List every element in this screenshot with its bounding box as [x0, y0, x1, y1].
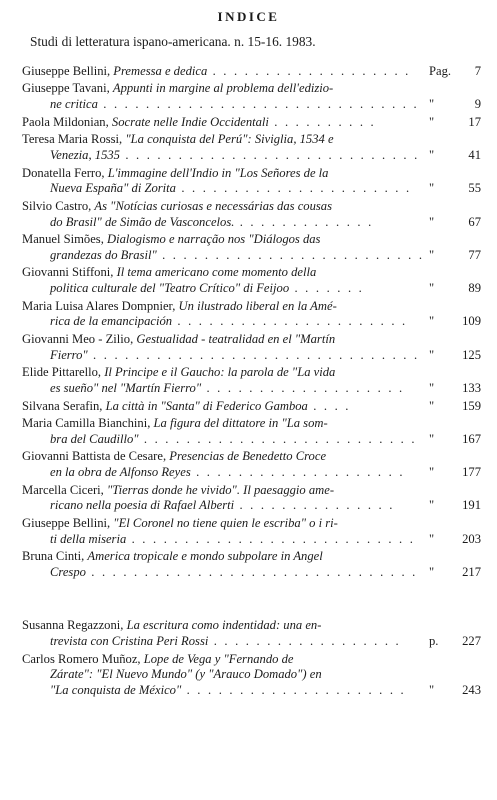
page-mark: ": [429, 498, 435, 513]
entry-page-ref: [429, 248, 481, 264]
page-number: 67: [468, 214, 481, 229]
section-gap: [0, 582, 497, 618]
entry-title: bra del Caudillo": [50, 431, 139, 446]
entry-author: Bruna Cinti,: [22, 549, 88, 564]
page-mark: ": [429, 148, 435, 163]
entry-title: America tropicale e mondo subpolare in Angel: [87, 549, 323, 564]
entry-page-ref: [429, 148, 481, 164]
page-mark: ": [429, 398, 435, 413]
page-mark: ": [429, 381, 435, 396]
dot-leader: . . . . . . . . . . . . .: [234, 214, 374, 229]
table-of-contents: [0, 64, 497, 701]
toc-entry: [22, 449, 481, 481]
toc-entry-line: [22, 132, 481, 148]
toc-entry-line: [22, 634, 481, 650]
entry-title: "Tierras donde he vivido". Il paesaggio ame-: [106, 482, 335, 497]
entry-title: "La conquista de México": [50, 683, 182, 698]
page-number: 17: [468, 114, 481, 129]
dot-leader: . . . . . . . . . . . . . . . . . . . .: [190, 465, 405, 480]
entry-title: "El Coronel no tiene quien le escriba" o i ri-: [113, 515, 338, 530]
toc-entry-line: [22, 181, 481, 197]
page-mark: ": [429, 564, 435, 579]
toc-entry: [22, 483, 481, 515]
entry-page-ref: [429, 432, 481, 448]
page-number: 203: [462, 531, 481, 546]
toc-entry-line: [22, 565, 481, 581]
page-mark: ": [429, 347, 435, 362]
toc-entry: [22, 332, 481, 364]
dot-leader: . . . . . . . . . . . . . . . . . . . . . .: [172, 314, 408, 329]
entry-title: es sueño" nel "Martín Fierro": [50, 381, 202, 396]
toc-entry-line: [22, 232, 481, 248]
entry-title: Nueva España" di Zorita: [50, 181, 176, 196]
page-mark: ": [429, 97, 435, 112]
page-number: 167: [462, 431, 481, 446]
entry-title: Appunti in margine al problema dell'edizio-: [112, 81, 334, 96]
toc-entry-line: [22, 348, 481, 364]
toc-entry: [22, 115, 481, 131]
page-mark: ": [429, 114, 435, 129]
entry-title: La escritura como indentidad: una en-: [126, 618, 322, 633]
dot-leader: . . . . . . . . . . . . . . . . . . . . . . . . . . . . . . .: [87, 347, 420, 362]
toc-entry: [22, 166, 481, 198]
entry-page-ref: [429, 281, 481, 297]
entry-title: As "Notícias curiosas e necessárias das cousas: [94, 198, 332, 213]
toc-entry-line: [22, 215, 481, 231]
toc-entry: [22, 81, 481, 113]
page-number: 217: [462, 564, 481, 579]
entry-author: Marcella Ciceri,: [22, 482, 107, 497]
dot-leader: . . . .: [307, 398, 351, 413]
toc-entry: [22, 549, 481, 581]
page-title: INDICE: [217, 9, 280, 24]
dot-leader: . . . . . . . . . . . . . . . . . . . . . . . . . . . . . .: [97, 97, 419, 112]
toc-entry-line: [22, 465, 481, 481]
entry-title: L'immagine dell'Indio in "Los Señores de la: [107, 165, 329, 180]
page-mark: Pag.: [429, 64, 452, 78]
entry-author: Giovanni Battista de Cesare,: [22, 449, 170, 464]
page-number: 159: [462, 398, 481, 413]
entry-title: Socrate nelle Indie Occidentali: [111, 114, 269, 129]
entry-page-ref: [429, 215, 481, 231]
page-mark: ": [429, 214, 435, 229]
page-number: 133: [462, 381, 481, 396]
toc-entry-line: [22, 618, 481, 634]
dot-leader: . . . . . . . . . . . . . . . . . . . . . . . . .: [156, 247, 425, 262]
dot-leader: . . . . . . . . . . . . . . . . . . .: [201, 381, 405, 396]
page-mark: ": [429, 683, 435, 698]
toc-entry-line: [22, 115, 481, 131]
dot-leader: . . . . . . . . . . . . . . . . . . . . . . . . . . . . . . .: [85, 564, 418, 579]
entry-author: Donatella Ferro,: [22, 165, 108, 180]
page-mark: ": [429, 314, 435, 329]
page-mark: p.: [429, 634, 439, 649]
entry-page-ref: [429, 399, 481, 415]
entry-title: Il tema americano come momento della: [116, 265, 317, 280]
toc-entry-line: [22, 166, 481, 182]
dot-leader: . . . . . . . . . . . . . . . . . . . . . . . . . . .: [126, 531, 416, 546]
toc-entry: [22, 232, 481, 264]
entry-author: Manuel Simões,: [22, 232, 108, 247]
entry-title: rica de la emancipación: [50, 314, 173, 329]
entry-title: Presencias de Benedetto Croce: [169, 449, 327, 464]
page-mark: ": [429, 531, 435, 546]
entry-title: Fierro": [50, 347, 88, 362]
entry-page-ref: [429, 348, 481, 364]
page-mark: ": [429, 247, 435, 262]
entry-author: Silvio Castro,: [22, 198, 95, 213]
toc-entry: [22, 516, 481, 548]
dot-leader: . . . . . . . . . . . . . . . . . .: [208, 634, 401, 649]
entry-page-ref: [429, 64, 481, 80]
toc-entry-line: [22, 432, 481, 448]
entry-author: Giovanni Meo - Zilio,: [22, 331, 137, 346]
toc-entry-line: [22, 365, 481, 381]
toc-entry: [22, 265, 481, 297]
toc-entry: [22, 652, 481, 699]
entry-title: ne critica: [50, 97, 98, 112]
toc-entry-line: [22, 332, 481, 348]
entry-title: Il Principe e il Gaucho: la parola de "La vida: [104, 365, 336, 380]
toc-entry: [22, 416, 481, 448]
page-number: 7: [474, 64, 481, 78]
toc-entry-line: [22, 399, 481, 415]
entry-title: Lope de Vega y "Fernando de: [143, 651, 294, 666]
entry-page-ref: [429, 465, 481, 481]
page-number: 9: [474, 97, 481, 112]
entry-title: trevista con Cristina Peri Rossi: [50, 634, 209, 649]
page-number: 177: [462, 465, 481, 480]
toc-entry-line: [22, 281, 481, 297]
page-number: 243: [462, 683, 481, 698]
toc-entry-line: [22, 97, 481, 113]
dot-leader: . . . . . . . . . . . . . . . . . . . . . .: [175, 181, 412, 196]
toc-entry-line: [22, 381, 481, 397]
dot-leader: . . . . . . . . . . . . . . . . . . .: [207, 64, 411, 78]
page-number: 89: [468, 281, 481, 296]
toc-entry-line: [22, 667, 481, 683]
toc-entry-line: [22, 683, 481, 699]
toc-entry-line: [22, 248, 481, 264]
toc-entry-line: [22, 449, 481, 465]
dot-leader: . . . . . . . . . . . . . . . . . . . . .: [181, 683, 406, 698]
toc-entry-line: [22, 81, 481, 97]
toc-entry-line: [22, 265, 481, 281]
entry-title: "La conquista del Perú": Siviglia, 1534 e: [125, 132, 334, 147]
entry-title: Venezia, 1535: [50, 148, 120, 163]
entry-page-ref: [429, 683, 481, 699]
entry-author: Silvana Serafin,: [22, 398, 106, 413]
entry-title: grandezas do Brasil": [50, 247, 157, 262]
entry-author: Paola Mildonian,: [22, 114, 112, 129]
entry-author: Elide Pittarello,: [22, 365, 105, 380]
entry-page-ref: [429, 532, 481, 548]
toc-entry-line: [22, 516, 481, 532]
page-number: 55: [468, 181, 481, 196]
page-number: 41: [468, 148, 481, 163]
toc-entry-line: [22, 532, 481, 548]
entry-page-ref: [429, 181, 481, 197]
page-mark: ": [429, 281, 435, 296]
toc-entry: [22, 299, 481, 331]
dot-leader: . . . . . . .: [289, 281, 365, 296]
toc-entry: [22, 132, 481, 164]
toc-entry: [22, 399, 481, 415]
toc-entry-line: [22, 314, 481, 330]
entry-title: ti della miseria: [50, 531, 127, 546]
entry-title: Gestualidad - teatralidad en el "Martín: [136, 331, 336, 346]
entry-author: Giovanni Stiffoni,: [22, 265, 117, 280]
entry-title: Dialogismo e narração nos "Diálogos das: [107, 232, 321, 247]
entry-title: ricano nella poesia di Rafael Alberti: [50, 498, 235, 513]
dot-leader: . . . . . . . . . .: [268, 114, 376, 129]
entry-page-ref: [429, 314, 481, 330]
entry-author: Giuseppe Tavani,: [22, 81, 113, 96]
entry-title: La figura del dittatore in "La som-: [153, 415, 328, 430]
page-mark: ": [429, 431, 435, 446]
toc-entry-line: [22, 416, 481, 432]
toc-entry: [22, 618, 481, 650]
entry-page-ref: [429, 381, 481, 397]
entry-title: Crespo: [50, 564, 86, 579]
entry-author: Susanna Regazzoni,: [22, 618, 127, 633]
page-number: 227: [462, 634, 481, 649]
dot-leader: . . . . . . . . . . . . . . .: [234, 498, 395, 513]
entry-title: do Brasil" de Simão de Vasconcelos.: [50, 214, 235, 229]
entry-page-ref: [429, 634, 481, 650]
page-mark: ": [429, 181, 435, 196]
entry-title: Zárate": "El Nuevo Mundo" (y "Arauco Domado") en: [50, 667, 322, 682]
entry-page-ref: [429, 498, 481, 514]
entry-author: Teresa Maria Rossi,: [22, 132, 126, 147]
page-number: 125: [462, 347, 481, 362]
dot-leader: . . . . . . . . . . . . . . . . . . . . . . . . . . . .: [119, 148, 420, 163]
toc-entry-line: [22, 498, 481, 514]
entry-title: La città in "Santa" di Federico Gamboa: [105, 398, 308, 413]
toc-entry-line: [22, 549, 481, 565]
entry-title: politica culturale del "Teatro Crítico" di Feijoo: [50, 281, 290, 296]
toc-entry: [22, 199, 481, 231]
entry-page-ref: [429, 97, 481, 113]
entry-page-ref: [429, 115, 481, 131]
toc-entry-line: [22, 64, 481, 80]
toc-entry: [22, 365, 481, 397]
entry-author: Giuseppe Bellini,: [22, 515, 114, 530]
toc-entry-line: [22, 483, 481, 499]
dot-leader: . . . . . . . . . . . . . . . . . . . . . . . . . .: [138, 431, 417, 446]
page-number: 77: [468, 247, 481, 262]
toc-entry-line: [22, 199, 481, 215]
entry-page-ref: [429, 565, 481, 581]
entry-author: Maria Luisa Alares Dompnier,: [22, 298, 179, 313]
entry-author: Giuseppe Bellini,: [22, 64, 114, 78]
page-subtitle: Studi di letteratura ispano-americana. n. 15-16. 1983.: [30, 34, 316, 49]
entry-title: Un ilustrado liberal en la Amé-: [178, 298, 337, 313]
toc-entry: [22, 64, 481, 80]
page-mark: ": [429, 465, 435, 480]
page-number: 109: [462, 314, 481, 329]
entry-title: en la obra de Alfonso Reyes: [50, 465, 191, 480]
entry-author: Maria Camilla Bianchini,: [22, 415, 154, 430]
entry-author: Carlos Romero Muñoz,: [22, 651, 144, 666]
toc-entry-line: [22, 148, 481, 164]
entry-title: Premessa e dedica: [113, 64, 208, 78]
page-number: 191: [462, 498, 481, 513]
toc-entry-line: [22, 299, 481, 315]
toc-entry-line: [22, 652, 481, 668]
